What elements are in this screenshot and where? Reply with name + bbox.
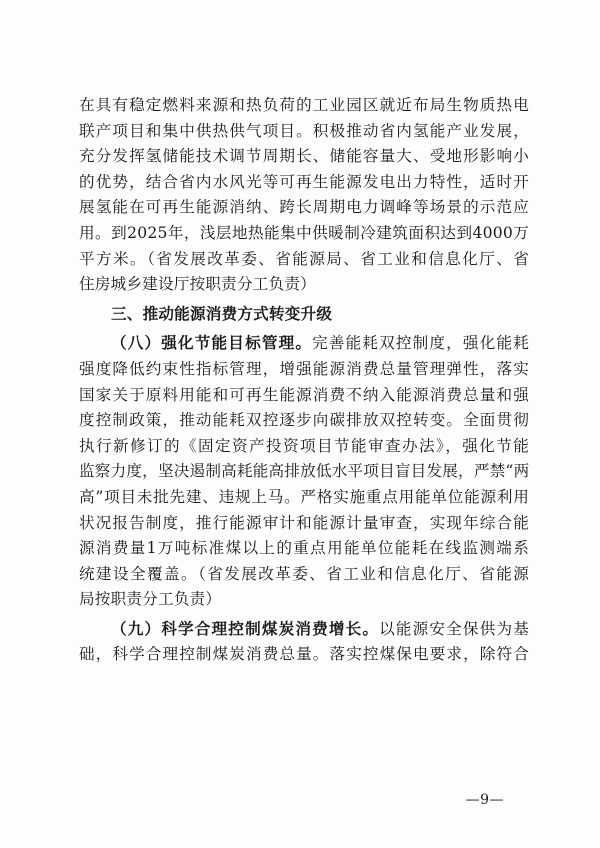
paragraph-2	[79, 331, 529, 613]
text-line: 用。到2025年，浅层地热能集中供暖制冷建筑面积达到4000万	[79, 223, 529, 242]
document-body	[79, 93, 529, 668]
text-line: 监察力度，坚决遏制高耗能高排放低水平项目盲目发展，严禁“两	[79, 462, 529, 481]
text-line: 展氢能在可再生能源消纳、跨长周期电力调峰等场景的示范应	[79, 198, 529, 217]
text-line: 国家关于原料用能和可再生能源消费不纳入能源消费总量和强	[79, 385, 529, 404]
text-line: 在具有稳定燃料来源和热负荷的工业园区就近布局生物质热电	[79, 96, 529, 114]
paragraph-lead-heading: （八）强化节能目标管理。	[111, 334, 313, 353]
text-line: 础，科学合理控制煤炭消费总量。落实控煤保电要求，除符合	[79, 645, 529, 664]
text-line: 高”项目未批先建、违规上马。严格实施重点用能单位能源利用	[79, 487, 529, 506]
text-line: 源消费量1万吨标准煤以上的重点用能单位能耗在线监测端系	[79, 539, 529, 558]
text-line: 统建设全覆盖。（省发展改革委、省工业和信息化厅、省能源	[79, 564, 529, 583]
paragraph-first-line	[79, 331, 529, 357]
text-line: 联产项目和集中供热供气项目。积极推动省内氢能产业发展，	[79, 121, 529, 140]
paragraph-3	[79, 617, 529, 668]
text-line: 充分发挥氢储能技术调节周期长、储能容量大、受地形影响小	[79, 147, 529, 166]
text-line: 局按职责分工负责）	[79, 590, 222, 609]
text-line: 平方米。（省发展改革委、省能源局、省工业和信息化厅、省	[79, 249, 529, 268]
paragraph-lead-heading: （九）科学合理控制煤炭消费增长。	[111, 619, 380, 638]
paragraph-first-line	[79, 617, 529, 643]
text-line: 状况报告制度，推行能源审计和能源计量审查，实现年综合能	[79, 513, 529, 532]
paragraph-lead-text: 以能源安全保供为基	[379, 619, 529, 638]
text-line: 执行新修订的《固定资产投资项目节能审查办法》，强化节能	[79, 436, 529, 455]
page-number: —9—	[465, 792, 504, 808]
text-line: 度控制政策，推动能耗双控逐步向碳排放双控转变。全面贯彻	[79, 411, 529, 430]
text-line: 的优势，结合省内水风光等可再生能源发电出力特性，适时开	[79, 172, 529, 191]
text-line: 住房城乡建设厅按职责分工负责）	[79, 275, 316, 294]
paragraph-1	[79, 93, 529, 298]
section-heading: 三、推动能源消费方式转变升级	[111, 304, 333, 323]
paragraph-lead-text: 完善能耗双控制度，强化能耗	[312, 334, 529, 353]
text-line: 强度降低约束性指标管理，增强能源消费总量管理弹性，落实	[79, 359, 529, 378]
